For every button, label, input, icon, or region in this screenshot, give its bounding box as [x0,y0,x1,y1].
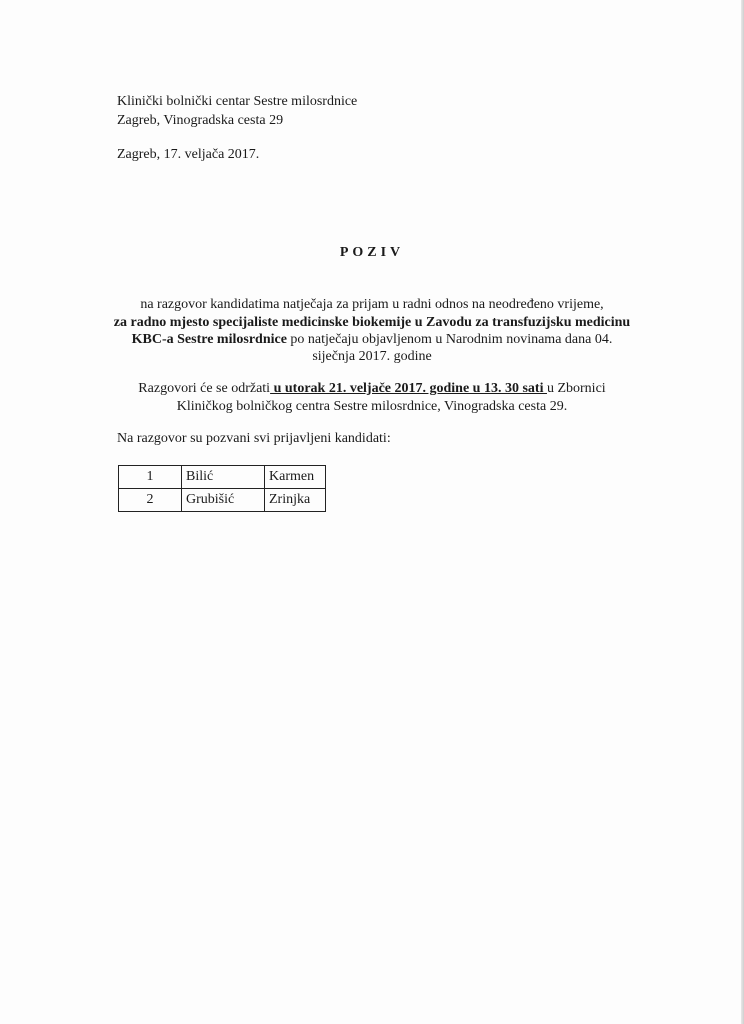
candidates-table [118,465,326,512]
candidate-name: Karmen [265,466,326,489]
invited-label: Na razgovor su pozvani svi prijavljeni kandidati: [117,431,391,446]
intro-line-3-bold: KBC-a Sestre milosrdnice [131,332,287,347]
institution-name: Klinički bolnički centar Sestre milosrdnice [117,94,358,109]
intro-line-3 [0,332,744,348]
schedule-prefix: Razgovori će se održati [138,381,271,396]
schedule-suffix: u Zbornici [546,381,606,396]
candidate-number: 1 [119,466,182,489]
intro-line-3-rest: po natječaju objavljenom u Narodnim novinama dana 04. [290,332,613,347]
document-title: POZIV [339,245,405,260]
candidate-number: 2 [119,489,182,512]
intro-line-4: siječnja 2017. godine [312,349,432,364]
document-date: Zagreb, 17. veljača 2017. [117,147,260,162]
candidate-surname: Grubišić [182,489,265,512]
intro-line-2: za radno mjesto specijaliste medicinske biokemije u Zavodu za transfuzijsku medicinu [113,315,631,330]
table-row [119,466,326,489]
candidate-surname: Bilić [182,466,265,489]
schedule-line-1 [0,381,744,397]
schedule-line-2: Kliničkog bolničkog centra Sestre milosrdnice, Vinogradska cesta 29. [176,399,568,414]
schedule-emphasis: u utorak 21. veljače 2017. godine u 13. 30 sati [270,381,547,396]
institution-address: Zagreb, Vinogradska cesta 29 [117,113,284,128]
candidate-name: Zrinjka [265,489,326,512]
intro-line-1: na razgovor kandidatima natječaja za prijam u radni odnos na neodređeno vrijeme, [140,297,604,312]
table-row [119,489,326,512]
